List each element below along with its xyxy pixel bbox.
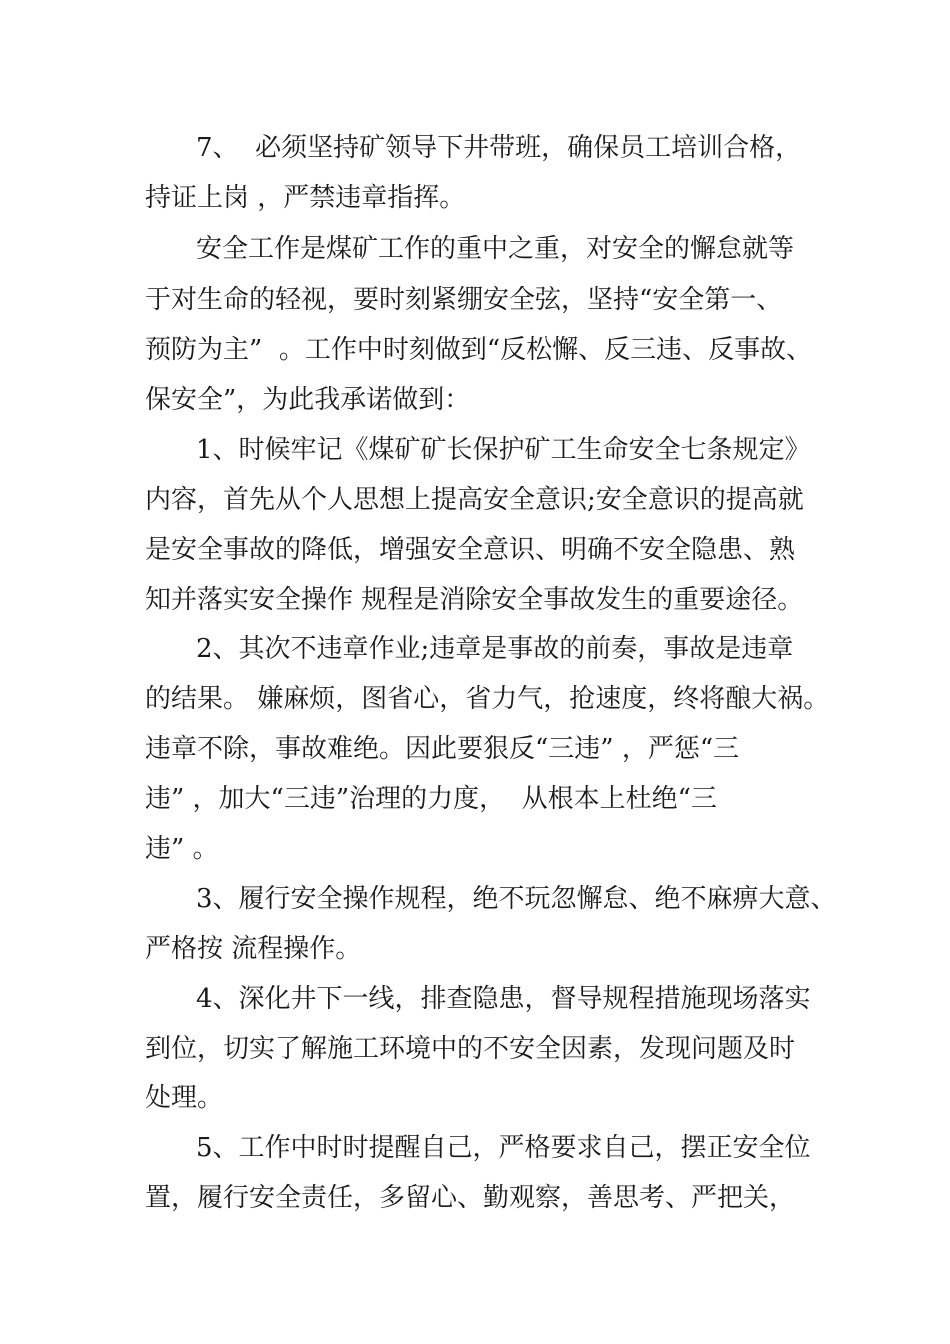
text-line: 7、 必须坚持矿领导下井带班，确保员工培训合格，: [196, 133, 802, 163]
text-line: 置，履行安全责任，多留心、勤观察，善思考、严把关，: [145, 1183, 796, 1213]
text-line: 1、时候牢记《煤矿矿长保护矿工生命安全七条规定》: [196, 435, 811, 465]
text-line: 违” 。: [145, 834, 219, 864]
text-line: 保安全”，为此我承诺做到：: [145, 385, 471, 415]
text-line: 知并落实安全操作 规程是消除安全事故发生的重要途径。: [145, 585, 804, 615]
text-line: 安全工作是煤矿工作的重中之重，对安全的懈怠就等: [196, 234, 795, 264]
text-line: 内容，首先从个人思想上提高安全意识;安全意识的提高就: [145, 485, 804, 515]
text-line: 4、深化井下一线，排查隐患，督导规程措施现场落实: [196, 984, 811, 1014]
text-line: 持证上岗 ，严禁违章指挥。: [145, 183, 466, 213]
text-line: 是安全事故的降低，增强安全意识、明确不安全隐患、熟: [145, 535, 796, 565]
text-line: 于对生命的轻视，要时刻紧绷安全弦，坚持“安全第一、: [145, 285, 783, 315]
text-line: 处理。: [145, 1083, 224, 1113]
text-line: 5、工作中时时提醒自己，严格要求自己，摆正安全位: [196, 1133, 811, 1163]
text-line: 3、履行安全操作规程，绝不玩忽懈怠、绝不麻痹大意、: [196, 884, 837, 914]
text-line: 的结果。 嫌麻烦，图省心，省力气，抢速度，终将酿大祸。: [145, 684, 830, 714]
text-line: 违章不除，事故难绝。因此要狠反“三违” ，严惩“三: [145, 734, 740, 764]
text-line: 预防为主” 。工作中时刻做到“反松懈、反三违、反事故、: [145, 335, 813, 365]
text-line: 2、其次不违章作业;违章是事故的前奏，事故是违章: [196, 634, 794, 664]
text-line: 严格按 流程操作。: [145, 934, 362, 964]
text-line: 违” ，加大“三违”治理的力度， 从根本上杜绝“三: [145, 784, 717, 814]
text-line: 到位，切实了解施工环境中的不安全因素，发现问题及时: [145, 1034, 796, 1064]
